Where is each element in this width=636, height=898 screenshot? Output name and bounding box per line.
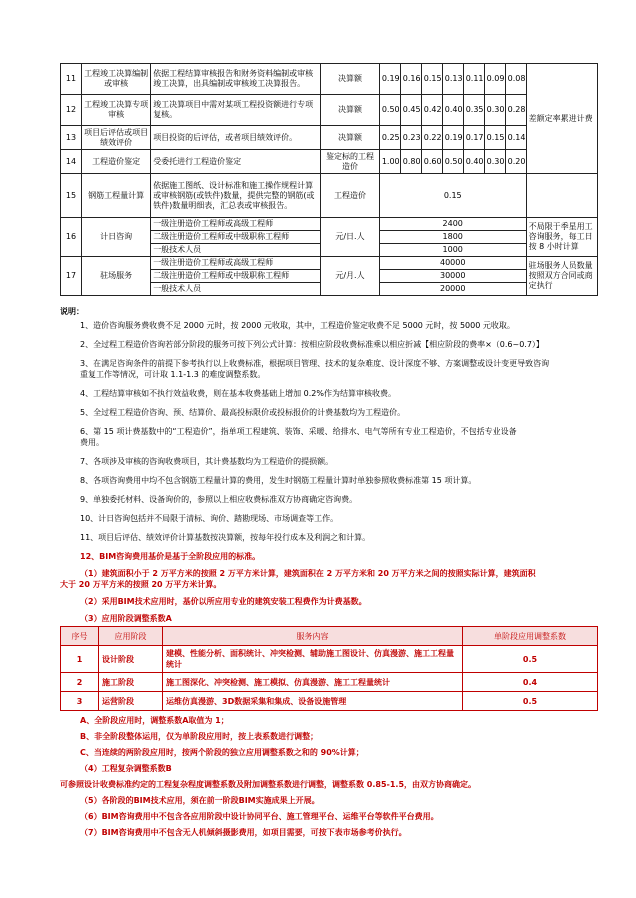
bim-table-row [61,692,598,711]
remark-cell: 不局限于季星用工咨询服务，每工日按 8 小时计算 [526,218,597,257]
service-item: 项目后评估或项目绩效评价 [81,126,150,150]
price-cell: 1800 [379,231,526,244]
rate-cell: 0.50 [442,150,463,174]
rate-cell: 0.23 [400,126,421,150]
notes-section [60,306,600,838]
adjustment-coefficient: 0.4 [463,673,598,692]
row-number: 3 [61,692,99,711]
rate-cell: 0.19 [379,64,400,95]
column-header: 服务内容 [163,627,463,646]
fee-unit: 元/月.人 [321,257,380,296]
row-number: 1 [61,646,99,673]
rate-cell: 0.80 [400,150,421,174]
rate-cell: 0.42 [421,95,442,126]
row-number: 11 [61,64,82,95]
rate-cell: 0.13 [442,64,463,95]
note-1: 1、造价咨询服务费收费不足 2000 元时，按 2000 元收取，其中，工程造价鉴定收费不足 5000 元时，按 5000 元收取。 [80,321,515,330]
table-row [61,126,598,150]
price-cell: 1000 [379,244,526,257]
row-number: 15 [61,174,82,218]
rate-cell: 0.45 [400,95,421,126]
table-row [61,218,598,231]
rate-cell: 0.35 [463,95,484,126]
service-item: 工程竣工决算专项审核 [81,95,150,126]
row-number: 12 [61,95,82,126]
service-description: 项目投资的后评估，或者项目绩效评价。 [151,126,321,150]
table-row [61,174,598,218]
note-3: 3、在满足咨询条件的前提下参考执行以上收费标准，根据项目管理、技术的复杂难度、设计深度不够、方案调整或设计变更导致咨询 [80,359,550,368]
service-description: 依据施工图纸、设计标准和施工操作规程计算或审核钢筋(或铁件)数量，提供完整的钢筋(或铁件)数量明细表，汇总表或审核报告。 [151,174,321,218]
bim-point-3: （3）应用阶段调整系数A [80,614,172,623]
row-number: 13 [61,126,82,150]
rate-cell: 1.00 [379,150,400,174]
bim-point-2: （2）采用BIM技术应用时，基价以所应用专业的建筑安装工程费作为计费基数。 [80,597,367,606]
row-number: 14 [61,150,82,174]
service-description: 竣工决算项目中需对某项工程投资额进行专项复核。 [151,95,321,126]
note-5: 5、全过程工程造价咨询、预、结算价、最高投标限价或投标报价的计费基数均为工程造价。 [80,408,406,417]
bim-point-1: （1）建筑面积小于 2 万平方米的按照 2 万平方米计算，建筑面积在 2 万平方米和 20 万平方米之间的按照实际计算，建筑面积 [80,569,536,578]
service-item: 计日咨询 [81,218,150,257]
note-7: 7、各项涉及审核的咨询收费项目，其计费基数均为工程造价的提损额。 [80,457,334,466]
bim-point-4-text: 可参照设计收费标准约定的工程复杂程度调整系数及附加调整系数进行调整，调整系数 0.85-1.5，由双方协商确定。 [60,780,477,789]
fee-unit: 元/日.人 [321,218,380,257]
bim-point-1-cont: 大于 20 万平方米的按照 20 万平方米计算。 [60,580,222,589]
note-4: 4、工程结算审核如不执行效益收费，则在基本收费基础上增加 0.2%作为结算审核收费。 [80,389,396,398]
rate-cell: 0.15 [421,64,442,95]
note-2: 2、全过程工程造价咨询若部分阶段的服务可按下列公式计算：按相应阶段收费标准乘以相应折减【相应阶段的费率×（0.6~0.7）】 [80,340,544,349]
staff-level: 二级注册造价工程师或中级职称工程师 [151,231,321,244]
column-header: 序号 [61,627,99,646]
note-10: 10、计日咨询包括并不局限于清标、询价、踏勘现场、市场调查等工作。 [80,514,339,523]
service-item: 工程造价鉴定 [81,150,150,174]
bim-rule-b: B、非全阶段整体运用，仅为单阶段应用时，按上表系数进行调整； [80,732,319,741]
table-row [61,95,598,126]
staff-level: 一般技术人员 [151,283,321,296]
price-cell: 20000 [379,283,526,296]
rate-cell: 0.17 [463,126,484,150]
staff-level: 一级注册造价工程师或高级工程师 [151,218,321,231]
rate-cell: 0.15 [484,126,505,150]
fee-base: 决算额 [321,126,380,150]
rate-cell: 0.50 [379,95,400,126]
staff-level: 一级注册造价工程师或高级工程师 [151,257,321,270]
fee-standard-table [60,63,598,296]
application-stage: 设计阶段 [99,646,163,673]
table-row [61,257,598,270]
column-header: 应用阶段 [99,627,163,646]
row-number: 17 [61,257,82,296]
rate-cell: 0.28 [505,95,526,126]
remark-cell: 驻场服务人员数量按照双方合同或商定执行 [526,257,597,296]
rate-cell: 0.30 [484,95,505,126]
price-cell: 2400 [379,218,526,231]
application-stage: 施工阶段 [99,673,163,692]
bim-table-row [61,646,598,673]
rate-cell: 0.60 [421,150,442,174]
rate-cell: 0.09 [484,64,505,95]
staff-level: 二级注册造价工程师或中级职称工程师 [151,270,321,283]
bim-point-5: （5）各阶段的BIM技术应用，须在前一阶段BIM实施成果上开展。 [80,796,320,805]
notes-heading: 说明： [60,307,84,316]
bim-coefficient-table [60,626,598,711]
row-number: 2 [61,673,99,692]
rate-cell: 0.15 [379,174,526,218]
price-cell: 30000 [379,270,526,283]
note-6-cont: 费用。 [80,438,104,447]
service-item: 驻场服务 [81,257,150,296]
service-item: 工程竣工决算编制或审核 [81,64,150,95]
bim-table-row [61,673,598,692]
bim-table-header [61,627,598,646]
rate-cell: 0.40 [442,95,463,126]
application-stage: 运营阶段 [99,692,163,711]
service-description: 受委托进行工程造价鉴定 [151,150,321,174]
service-item: 钢筋工程量计算 [81,174,150,218]
service-content: 施工图深化、冲突检测、施工模拟、仿真漫游、施工工程量统计 [163,673,463,692]
bim-point-6: （6）BIM咨询费用中不包含各应用阶段中设计协同平台、施工管理平台、运维平台等软件平台费用。 [80,812,439,821]
price-cell: 40000 [379,257,526,270]
remark-cell [526,174,597,218]
rate-cell: 0.20 [505,150,526,174]
adjustment-coefficient: 0.5 [463,692,598,711]
bim-point-7: （7）BIM咨询费用中不包含无人机倾斜摄影费用，如项目需要，可按下表市场参考价执行。 [80,828,407,837]
note-11: 11、项目后评估、绩效评价计算基数按决算额，按每年投行成本及利润之和计算。 [80,533,371,542]
fee-base: 决算额 [321,95,380,126]
bim-note-12: 12、BIM咨询费用基价是基于全阶段应用的标准。 [80,552,261,561]
note-9: 9、单独委托材料、设备询价的，参照以上相应收费标准双方协商确定咨询费。 [80,495,358,504]
bim-point-4: （4）工程复杂调整系数B [80,764,172,773]
fee-base: 决算额 [321,64,380,95]
fee-base: 鉴定标的工程造价 [321,150,380,174]
rate-cell: 0.08 [505,64,526,95]
note-6: 6、第 15 项计费基数中的“工程造价”，指单项工程建筑、装饰、采暖、给排水、电气等所有专业工程造价，不包括专业设备 [80,427,517,436]
rate-cell: 0.14 [505,126,526,150]
note-3-cont: 重复工作等情况，可计取 1.1-1.3 的难度调整系数。 [80,370,266,379]
column-header: 单阶段应用调整系数 [463,627,598,646]
fee-base: 工程造价 [321,174,380,218]
row-number: 16 [61,218,82,257]
service-description: 依据工程结算审核报告和财务资料编制或审核竣工决算，出具编制或审核竣工决算报告。 [151,64,321,95]
rate-cell: 0.16 [400,64,421,95]
rate-cell: 0.11 [463,64,484,95]
remark-cell: 差额定率累进计费 [526,64,597,174]
table-row [61,64,598,95]
adjustment-coefficient: 0.5 [463,646,598,673]
bim-rule-c: C、当连续的两阶段应用时，按两个阶段的独立应用调整系数之和的 90%计算； [80,748,364,757]
rate-cell: 0.25 [379,126,400,150]
table-row [61,150,598,174]
bim-rule-a: A、全阶段应用时，调整系数A取值为 1； [80,716,229,725]
note-8: 8、各项咨询费用中均不包含钢筋工程量计算的费用，发生时钢筋工程量计算时单独参照收费标准第 15 项计算。 [80,476,477,485]
rate-cell: 0.40 [463,150,484,174]
service-content: 运维仿真漫游、3D数据采集和集成、设备设施管理 [163,692,463,711]
staff-level: 一般技术人员 [151,244,321,257]
rate-cell: 0.19 [442,126,463,150]
rate-cell: 0.30 [484,150,505,174]
service-content: 建模、性能分析、面积统计、冲突检测、辅助施工图设计、仿真漫游、施工工程量统计 [163,646,463,673]
rate-cell: 0.22 [421,126,442,150]
